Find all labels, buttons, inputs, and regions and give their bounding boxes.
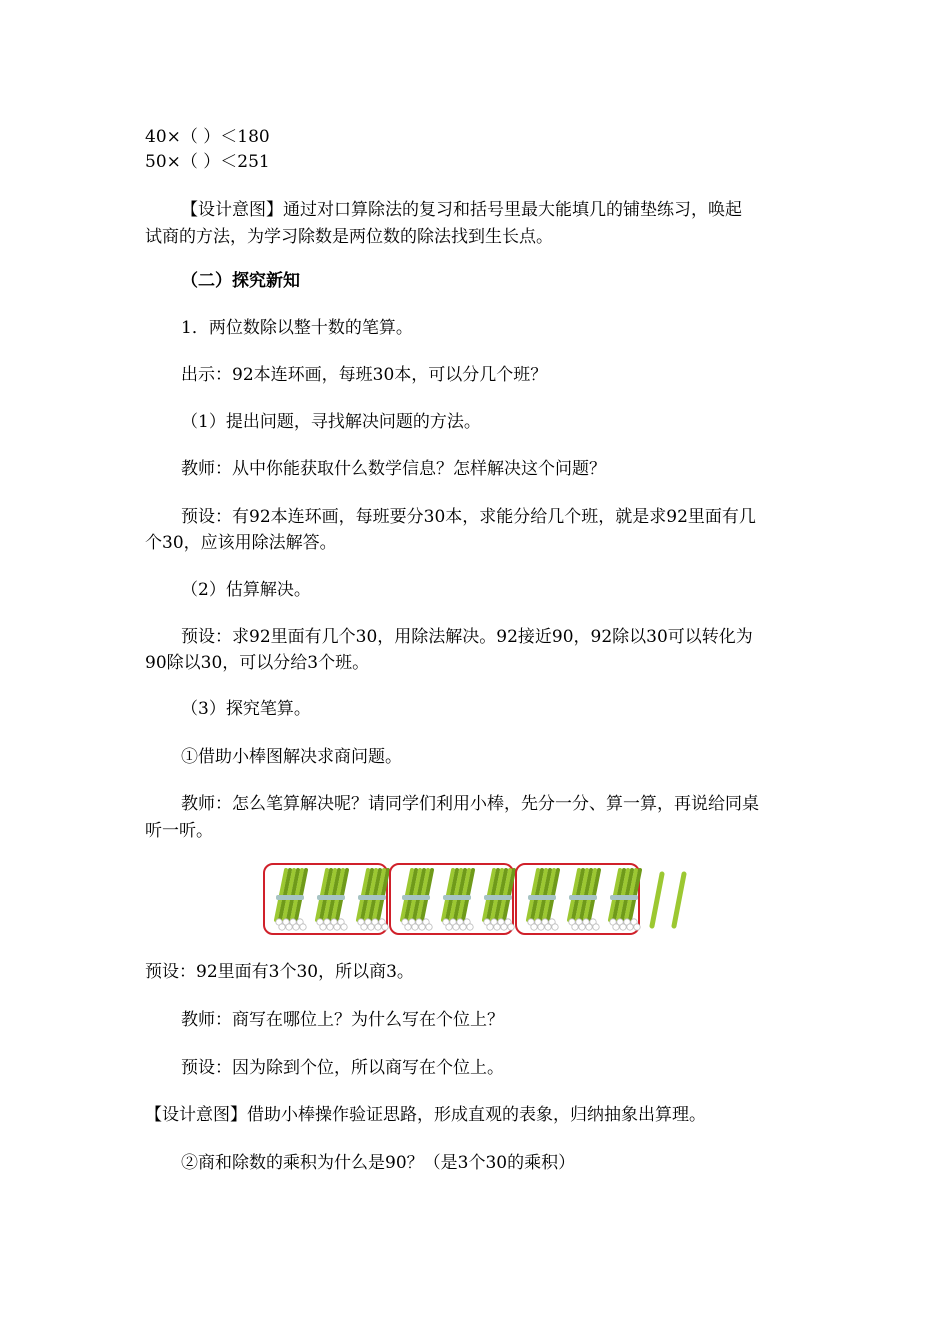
exercise-line: 50×（ ）＜251: [145, 152, 270, 172]
exercise-line: 40×（ ）＜180: [145, 127, 270, 147]
stick-bundle: [317, 870, 347, 930]
stick-bundle: [402, 870, 432, 930]
preset-answer: 预设：因为除到个位，所以商写在个位上。: [181, 1058, 504, 1078]
stick-group: [516, 864, 640, 934]
sticks-illustration: [262, 862, 692, 936]
stick-group: [264, 864, 388, 934]
stick-bundle: [443, 870, 473, 930]
section-heading: （二）探究新知: [181, 271, 300, 291]
loose-stick: [652, 874, 662, 926]
preset-answer: 个30，应该用除法解答。: [145, 533, 337, 553]
problem-statement: 出示：92本连环画，每班30本，可以分几个班？: [181, 365, 548, 385]
step-title: （3）探究笔算。: [181, 699, 311, 719]
sub-item: ②商和除数的乘积为什么是90？（是3个30的乘积）: [181, 1153, 576, 1173]
step-title: （2）估算解决。: [181, 580, 311, 600]
design-intent-text: 试商的方法，为学习除数是两位数的除法找到生长点。: [145, 227, 553, 247]
stick-bundle: [484, 870, 514, 930]
teacher-question: 教师：怎么笔算解决呢？请同学们利用小棒，先分一分、算一算，再说给同桌: [181, 794, 759, 814]
stick-bundle: [569, 870, 599, 930]
sub-item: ①借助小棒图解决求商问题。: [181, 747, 402, 767]
teacher-question: 听一听。: [145, 821, 213, 841]
item-title: 1．两位数除以整十数的笔算。: [181, 318, 413, 338]
design-intent-text: 【设计意图】通过对口算除法的复习和括号里最大能填几的铺垫练习，唤起: [181, 200, 742, 220]
preset-answer: 90除以30，可以分给3个班。: [145, 653, 370, 673]
design-intent-text: 【设计意图】借助小棒操作验证思路，形成直观的表象，归纳抽象出算理。: [145, 1105, 706, 1125]
stick-bundle: [528, 870, 558, 930]
preset-answer: 预设：92里面有3个30，所以商3。: [145, 962, 414, 982]
preset-answer: 预设：求92里面有几个30，用除法解决。92接近90，92除以30可以转化为: [181, 627, 753, 647]
step-title: （1）提出问题，寻找解决问题的方法。: [181, 412, 481, 432]
stick-group: [390, 864, 514, 934]
teacher-question: 教师：从中你能获取什么数学信息？怎样解决这个问题？: [181, 459, 606, 479]
teacher-question: 教师：商写在哪位上？为什么写在个位上？: [181, 1010, 504, 1030]
loose-stick: [674, 874, 684, 926]
stick-bundle: [276, 870, 306, 930]
stick-bundle: [610, 870, 640, 930]
stick-bundle: [358, 870, 388, 930]
preset-answer: 预设：有92本连环画，每班要分30本，求能分给几个班，就是求92里面有几: [181, 507, 756, 527]
